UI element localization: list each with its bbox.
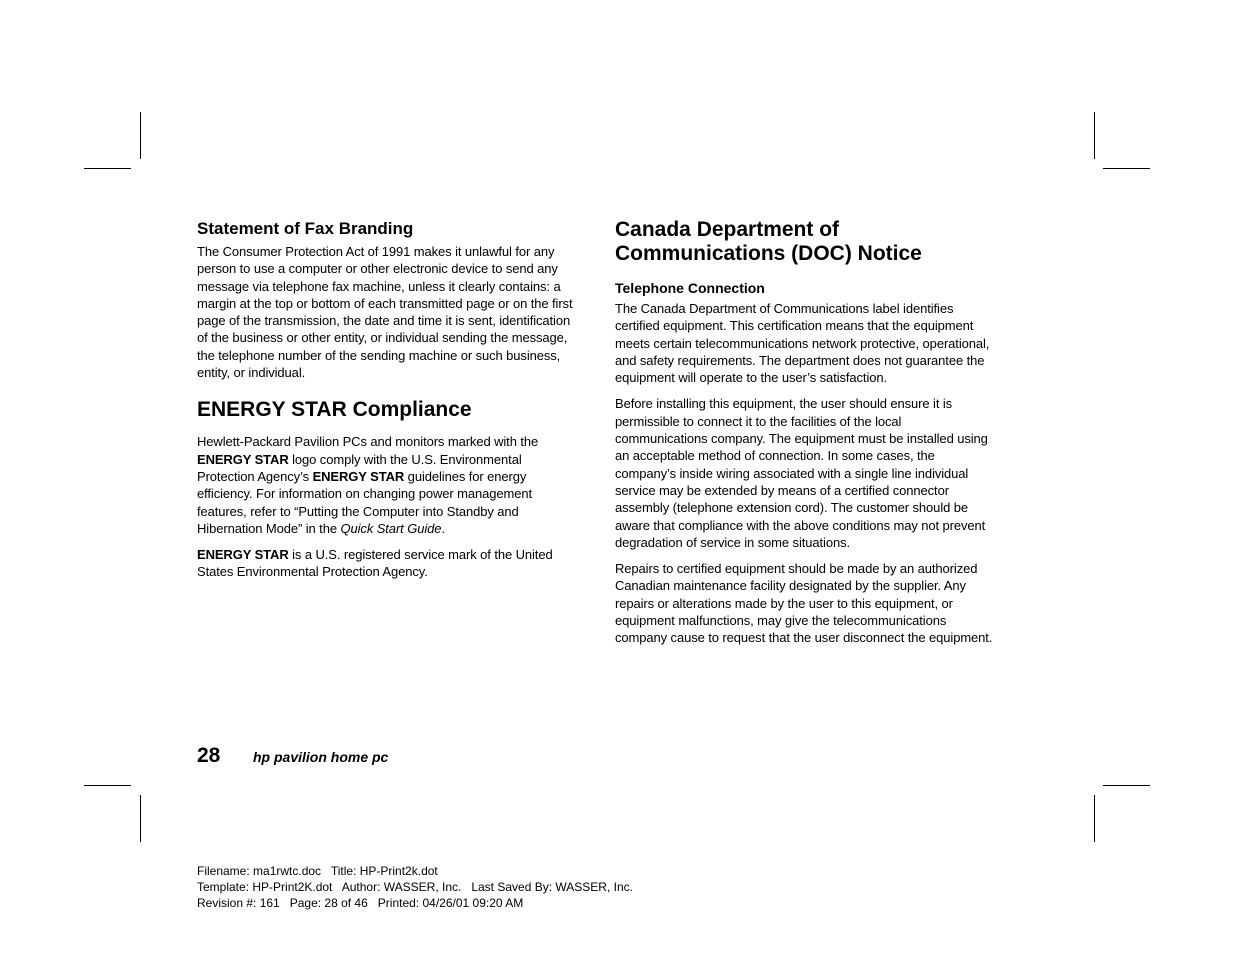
crop-mark-bottom-right-horizontal (1103, 785, 1150, 786)
doc-notice-heading: Canada Department of Communications (DOC) Notice (615, 218, 922, 265)
crop-mark-bottom-left-horizontal (84, 785, 131, 786)
right-column (615, 218, 995, 647)
page-footer (197, 744, 388, 768)
energy-star-paragraph-2 (197, 546, 577, 581)
doc-paragraph-1: The Canada Department of Communications label identifies certified equipment. This certification means that the equipment meets certain telecommunications network protective, operational, and safety requirements. The department does not guarantee the equipment will operate to the user’s satisfaction. (615, 301, 990, 386)
fax-branding-body: The Consumer Protection Act of 1991 makes it unlawful for any person to use a computer or other electronic device to send any message via telephone fax machine, unless it clearly contains: a margin at the top or bottom of each transmitted page or on the first page of the transmission, the date and time it is sent, identification of the business or other entity, or individual sending the message, the telephone number of the sending machine or such business, entity, or individual. (197, 244, 573, 381)
energy-text-1: Hewlett-Packard Pavilion PCs and monitors marked with the (197, 434, 539, 450)
crop-mark-top-right-horizontal (1103, 168, 1150, 169)
crop-mark-top-left-vertical (140, 112, 141, 159)
doc-paragraph-2: Before installing this equipment, the user should ensure it is permissible to connect it to the facilities of the local communications company. The equipment must be installed using an acceptable method of connection. In some cases, the company’s inside wiring associated with a single line individual service may be extended by means of a certified connector assembly (telephone extension cord). The customer should be aware that compliance with the above conditions may not prevent degradation of service in some situations. (615, 396, 988, 550)
quick-start-guide-title: Quick Start Guide (340, 520, 442, 536)
crop-mark-top-right-vertical (1094, 112, 1095, 159)
fax-branding-heading: Statement of Fax Branding (197, 219, 414, 238)
energy-star-term-2: ENERGY STAR (312, 468, 405, 484)
left-column (197, 218, 577, 581)
energy-star-term-1: ENERGY STAR (197, 451, 289, 467)
telephone-connection-heading: Telephone Connection (615, 280, 765, 296)
file-info-line-3: Revision #: 161 Page: 28 of 46 Printed: 04/26/01 09:20 AM (197, 896, 524, 910)
energy-text-3: guidelines for energy efficiency. For information on changing power management features, refer to “Putting the Computer into Standby and Hibernation Mode” in the (197, 468, 532, 536)
energy-star-heading: ENERGY STAR Compliance (197, 398, 472, 422)
book-title: hp pavilion home pc (253, 749, 389, 765)
energy-text-end: . (441, 520, 445, 536)
crop-mark-bottom-left-vertical (140, 795, 141, 842)
energy-star-paragraph-1 (197, 433, 577, 537)
doc-paragraph-3: Repairs to certified equipment should be made by an authorized Canadian maintenance facility designated by the supplier. Any repairs or alterations made by the user to this equipment, or equipment malfunctions, may give the telecommunications company cause to request that the user disconnect the equipment. (615, 561, 993, 646)
energy-text-4: is a U.S. registered service mark of the United States Environmental Protection Agency. (197, 547, 553, 580)
energy-text-2: logo comply with the U.S. Environmental Protection Agency’s (197, 451, 522, 484)
file-info-line-1: Filename: ma1rwtc.doc Title: HP-Print2k.dot (197, 864, 438, 878)
page-number: 28 (197, 744, 221, 767)
file-info (197, 863, 633, 911)
crop-mark-bottom-right-vertical (1094, 795, 1095, 842)
crop-mark-top-left-horizontal (84, 168, 131, 169)
energy-star-term-3: ENERGY STAR (197, 547, 289, 563)
file-info-line-2: Template: HP-Print2K.dot Author: WASSER, Inc. Last Saved By: WASSER, Inc. (197, 880, 633, 894)
